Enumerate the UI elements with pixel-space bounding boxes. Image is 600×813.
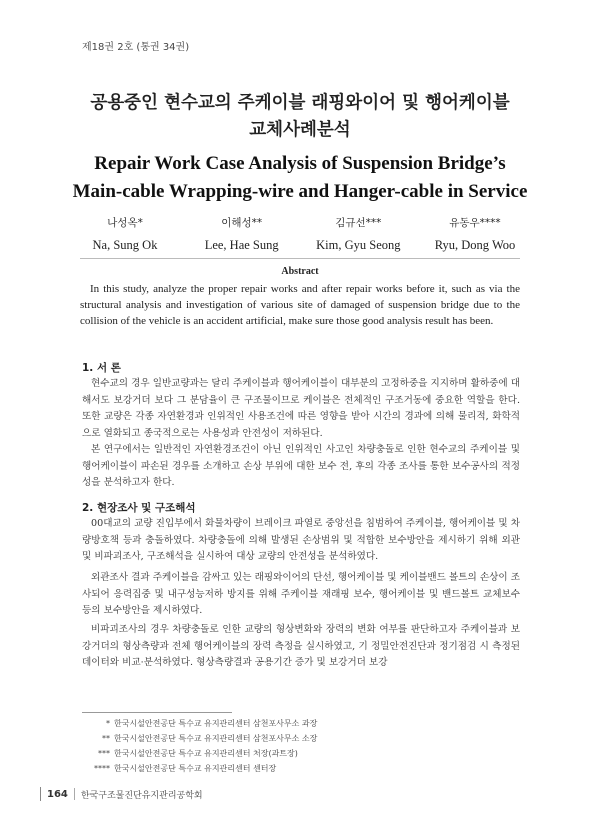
- author-name-korean: 김규선***: [335, 217, 382, 229]
- footnote-text: 한국시설안전공단 특수교 유지관리센터 삼천포사무소 과장: [114, 719, 318, 728]
- author-name-english: Kim, Gyu Seong: [316, 238, 401, 252]
- footnote-divider: [82, 712, 232, 713]
- author-1: [70, 216, 180, 255]
- author-3: [303, 216, 413, 255]
- footnote-text: 한국시설안전공단 특수교 유지관리센터 처장(과트장): [114, 749, 298, 758]
- author-name-korean: 나성옥*: [107, 217, 143, 229]
- author-list: [70, 216, 530, 255]
- paragraph: 현수교의 경우 일반교량과는 달리 주케이블과 행어케이블이 대부분의 고정하중을 지지하며 활하중에 대해서도 보강거더 보다 그 분담율이 큰 구조물이므로 케이블은 전체적인 구조거동에 중요한 역할을 한다. 또한 교량은 각종 자연환경과 인위적인 사용조건에 따른 영향을 받아 시간의 경과에 의해 물리적, 화학적으로 열화되고 종국적으로는 사용성과 안전성이 저하된다.: [82, 378, 520, 439]
- footnote: [82, 731, 522, 746]
- title-english: [40, 150, 560, 206]
- author-name-korean: 유동우****: [449, 217, 501, 229]
- author-4: [420, 216, 530, 255]
- journal-name: 한국구조물진단유지관리공학회: [80, 790, 203, 801]
- abstract-heading: Abstract: [281, 266, 319, 277]
- title-korean-line-1: 공용중인 현수교의 주케이블 래핑와이어 및 행어케이블: [90, 93, 510, 113]
- title-korean-line-2: 교체사례분석: [249, 120, 351, 140]
- section-heading-introduction: 1. 서 론: [82, 362, 121, 374]
- author-name-korean: 이해성**: [221, 217, 263, 229]
- footnote-mark: **: [102, 734, 110, 743]
- footnote-mark: ****: [94, 764, 110, 773]
- footnote-mark: *: [106, 719, 110, 728]
- footnote-mark: ***: [98, 749, 110, 758]
- footnote-text: 한국시설안전공단 특수교 유지관리센터 삼천포사무소 소장: [114, 734, 318, 743]
- footnote: [82, 761, 522, 776]
- footer-bar: [40, 787, 41, 801]
- abstract-text: In this study, analyze the proper repair works and after repair works before it, such as via the structural analysis and investigation of various site of damaged of suspension bridge due to the collision of the vehicle is an accident artificial, make sure those good analysis result has been.: [80, 283, 520, 327]
- footnote: [82, 746, 522, 761]
- paragraph: 외관조사 결과 주케이블을 감싸고 있는 래핑와이어의 단선, 행어케이블 및 케이블밴드 볼트의 손상이 조사되어 응력집중 및 내구성능저하 방지를 위해 주케이블 재래핑 보수, 행어케이블 및 밴드볼트 교체보수 등의 보수방안을 제시하였다.: [82, 572, 520, 616]
- author-2: [187, 216, 297, 255]
- author-name-english: Na, Sung Ok: [92, 238, 158, 252]
- running-head: 제18권 2호 (통권 34권): [82, 42, 190, 53]
- title-korean: [40, 90, 560, 144]
- page-number: 164: [47, 788, 68, 800]
- paragraph: 비파괴조사의 경우 차량충돌로 인한 교량의 형상변화와 장력의 변화 여부를 판단하고자 주케이블과 보강거더의 형상측량과 전체 행어케이블의 장력 측정을 실시하였고, 기 정밀안전진단과 정기점검 시 측정된 데이터와 비교·분석하였다. 형상측량결과 공용기간 증가 및 보강거더 보강: [82, 624, 520, 668]
- footnotes: [82, 716, 522, 776]
- author-name-english: Lee, Hae Sung: [204, 238, 279, 252]
- page-footer: [40, 787, 203, 801]
- paragraph: 00대교의 교량 진입부에서 화물차량이 브레이크 파열로 중앙선을 침범하여 주케이블, 행어케이블 및 차량방호책 등과 충돌하였다. 차량충돌에 의해 발생된 손상범위 및 적합한 보수방안을 제시하기 위해 외관 및 비파괴조사, 구조해석을 실시하여 대상 교량의 안전성을 분석하였다.: [82, 518, 520, 562]
- header-divider: [80, 258, 520, 259]
- title-english-line-1: Repair Work Case Analysis of Suspension Bridge’s: [94, 153, 506, 174]
- author-name-english: Ryu, Dong Woo: [434, 238, 516, 252]
- paragraph: 본 연구에서는 일반적인 자연환경조건이 아닌 인위적인 사고인 차량충돌로 인한 현수교의 주케이블 및 행어케이블이 파손된 경우를 소개하고 손상 부위에 대한 보수 전, 후의 각종 조사를 통한 보수공사의 적정성을 분석하고자 한다.: [82, 444, 520, 488]
- title-english-line-2: Main-cable Wrapping-wire and Hanger-cable in Service: [72, 181, 528, 202]
- footnote: [82, 716, 522, 731]
- footnote-text: 한국시설안전공단 특수교 유지관리센터 센터장: [114, 764, 277, 773]
- section-heading-investigation: 2. 현장조사 및 구조해석: [82, 502, 196, 514]
- footer-separator: [74, 788, 75, 800]
